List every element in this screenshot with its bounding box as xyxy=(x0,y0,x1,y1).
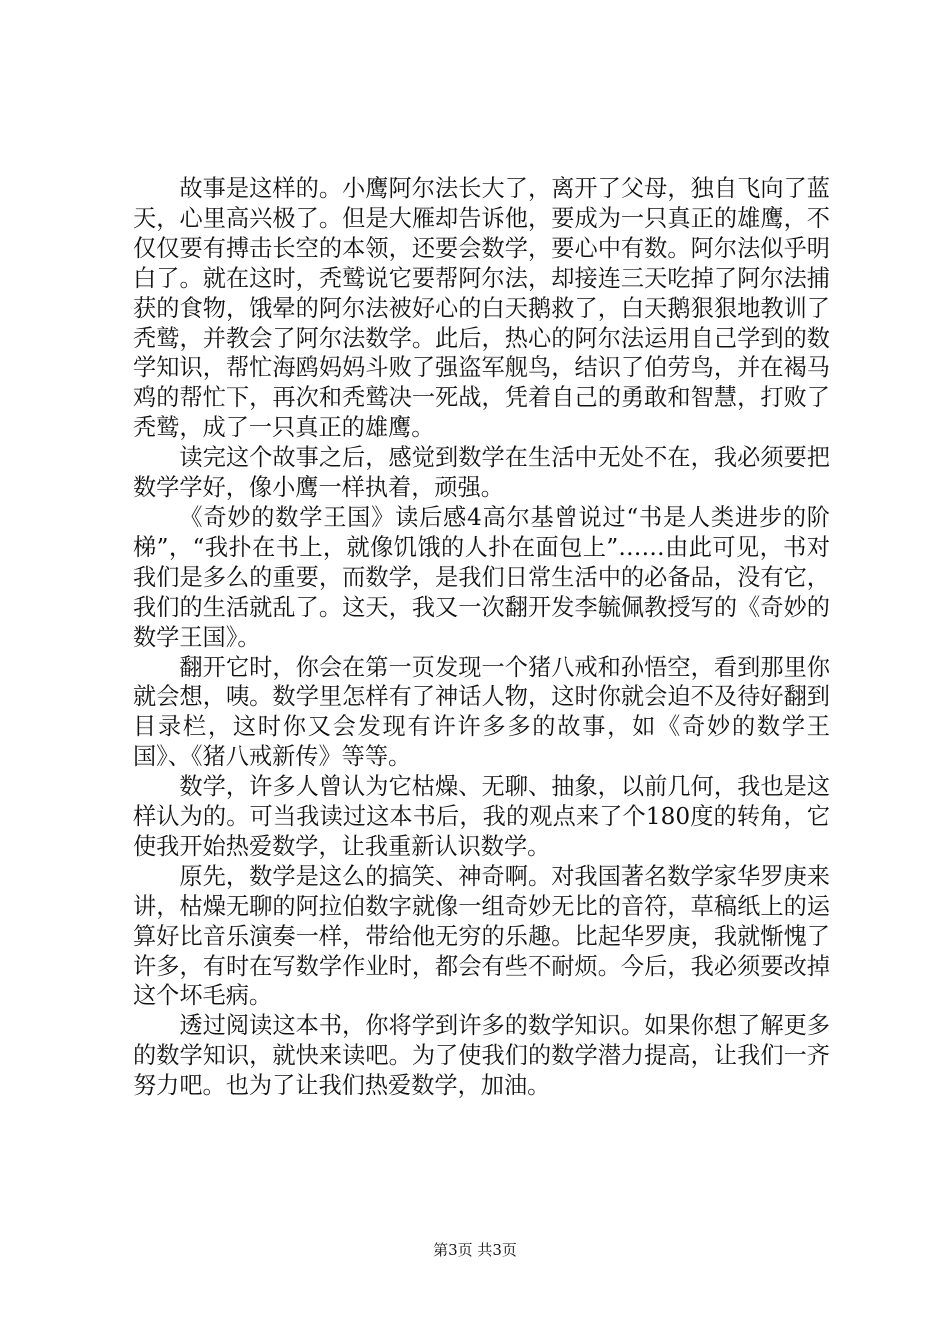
paragraph-math-view: 数学，许多人曾认为它枯燥、无聊、抽象，以前几何，我也是这样认为的。可当我读过这本书后，我的观点来了个180度的转角，它使我开始热爱数学，让我重新认识数学。 xyxy=(133,773,830,860)
paragraph-hua-luogeng: 原先，数学是这么的搞笑、神奇啊。对我国著名数学家华罗庚来讲，枯燥无聊的阿拉伯数字就像一组奇妙无比的音符，草稿纸上的运算好比音乐演奏一样，带给他无穷的乐趣。比起华罗庚，我就惭愧了许多，有时在写数学作业时，都会有些不耐烦。今后，我必须要改掉这个坏毛病。 xyxy=(133,862,830,1010)
page-number-footer: 第3页 共3页 xyxy=(433,1241,517,1259)
paragraph-conclusion: 透过阅读这本书，你将学到许多的数学知识。如果你想了解更多的数学知识，就快来读吧。为了使我们的数学潜力提高，让我们一齐努力吧。也为了让我们热爱数学，加油。 xyxy=(133,1012,830,1100)
paragraph-first-page: 翻开它时，你会在第一页发现一个猪八戒和孙悟空，看到那里你就会想，咦。数学里怎样有了神话人物，这时你就会迫不及待好翻到目录栏，这时你又会发现有许许多多的故事，如《奇妙的数学王国》、《猪八戒新传》等等。 xyxy=(133,653,830,771)
paragraph-gorky-quote: 《奇妙的数学王国》读后感4高尔基曾说过“书是人类进步的阶梯”，“我扑在书上，就像饥饿的人扑在面包上”……由此可见，书对我们是多么的重要，而数学，是我们日常生活中的必备品，没有它，我们的生活就乱了。这天，我又一次翻开发李毓佩教授写的《奇妙的数学王国》。 xyxy=(133,503,830,651)
paragraph-story-summary: 故事是这样的。小鹰阿尔法长大了，离开了父母，独自飞向了蓝天，心里高兴极了。但是大雁却告诉他，要成为一只真正的雄鹰，不仅仅要有搏击长空的本领，还要会数学，要心中有数。阿尔法似乎明白了。就在这时，秃鹫说它要帮阿尔法，却接连三天吃掉了阿尔法捕获的食物，饿晕的阿尔法被好心的白天鹅救了，白天鹅狠狠地教训了秃鹫，并教会了阿尔法数学。此后，热心的阿尔法运用自己学到的数学知识，帮忙海鸥妈妈斗败了强盗军舰鸟，结识了伯劳鸟，并在褐马鸡的帮忙下，再次和秃鹫决一死战，凭着自己的勇敢和智慧，打败了秃鹫，成了一只真正的雄鹰。 xyxy=(133,175,830,442)
paragraph-reflection: 读完这个故事之后，感觉到数学在生活中无处不在，我必须要把数学学好，像小鹰一样执着，顽强。 xyxy=(133,444,830,502)
document-body xyxy=(133,174,830,1101)
